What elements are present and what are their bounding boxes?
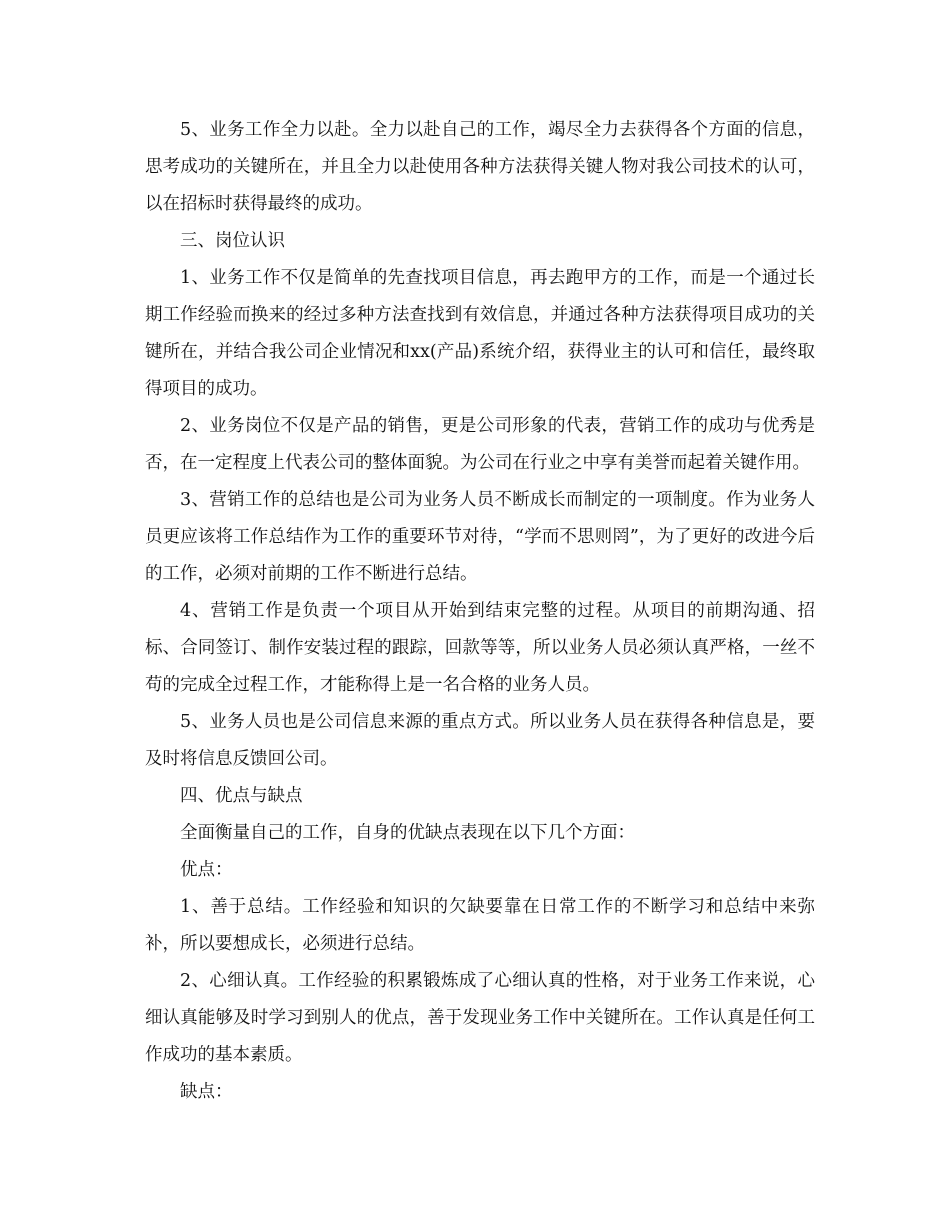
subheading-strengths: 优点： xyxy=(180,860,233,880)
paragraph-position-1: 1、业务工作不仅是简单的先查找项目信息，再去跑甲方的工作，而是一个通过长期工作经验而换来的经过多种方法查找到有效信息，并通过各种方法获得项目成功的关键所在，并结合我公司企业情况和xx(产品)系统介绍，获得业主的认可和信任，最终取得项目的成功。 xyxy=(145,268,815,399)
paragraph-item-5-full-effort: 5、业务工作全力以赴。全力以赴自己的工作，竭尽全力去获得各个方面的信息，思考成功的关键所在，并且全力以赴使用各种方法获得关键人物对我公司技术的认可，以在招标时获得最终的成功。 xyxy=(145,120,815,214)
section-heading-strengths-weaknesses: 四、优点与缺点 xyxy=(180,786,303,806)
paragraph-position-3: 3、营销工作的总结也是公司为业务人员不断成长而制定的一项制度。作为业务人员更应该将工作总结作为工作的重要环节对待，“学而不思则罔”，为了更好的改进今后的工作，必须对前期的工作不断进行总结。 xyxy=(145,490,815,584)
paragraph-position-5: 5、业务人员也是公司信息来源的重点方式。所以业务人员在获得各种信息是，要及时将信息反馈回公司。 xyxy=(145,712,815,769)
subheading-weaknesses: 缺点： xyxy=(180,1082,233,1102)
paragraph-position-4: 4、营销工作是负责一个项目从开始到结束完整的过程。从项目的前期沟通、招标、合同签订、制作安装过程的跟踪，回款等等，所以业务人员必须认真严格，一丝不苟的完成全过程工作，才能称得上是一名合格的业务人员。 xyxy=(145,601,815,695)
paragraph-strength-2: 2、心细认真。工作经验的积累锻炼成了心细认真的性格，对于业务工作来说，心细认真能够及时学习到别人的优点，善于发现业务工作中关键所在。工作认真是任何工作成功的基本素质。 xyxy=(145,971,815,1065)
paragraph-position-2: 2、业务岗位不仅是产品的销售，更是公司形象的代表，营销工作的成功与优秀是否，在一定程度上代表公司的整体面貌。为公司在行业之中享有美誉而起着关键作用。 xyxy=(145,416,815,473)
paragraph-strength-1: 1、善于总结。工作经验和知识的欠缺要靠在日常工作的不断学习和总结中来弥补，所以要想成长，必须进行总结。 xyxy=(145,897,815,954)
paragraph-overview: 全面衡量自己的工作，自身的优缺点表现在以下几个方面： xyxy=(180,823,635,843)
document-body xyxy=(145,112,815,1111)
section-heading-position-understanding: 三、岗位认识 xyxy=(180,231,285,251)
